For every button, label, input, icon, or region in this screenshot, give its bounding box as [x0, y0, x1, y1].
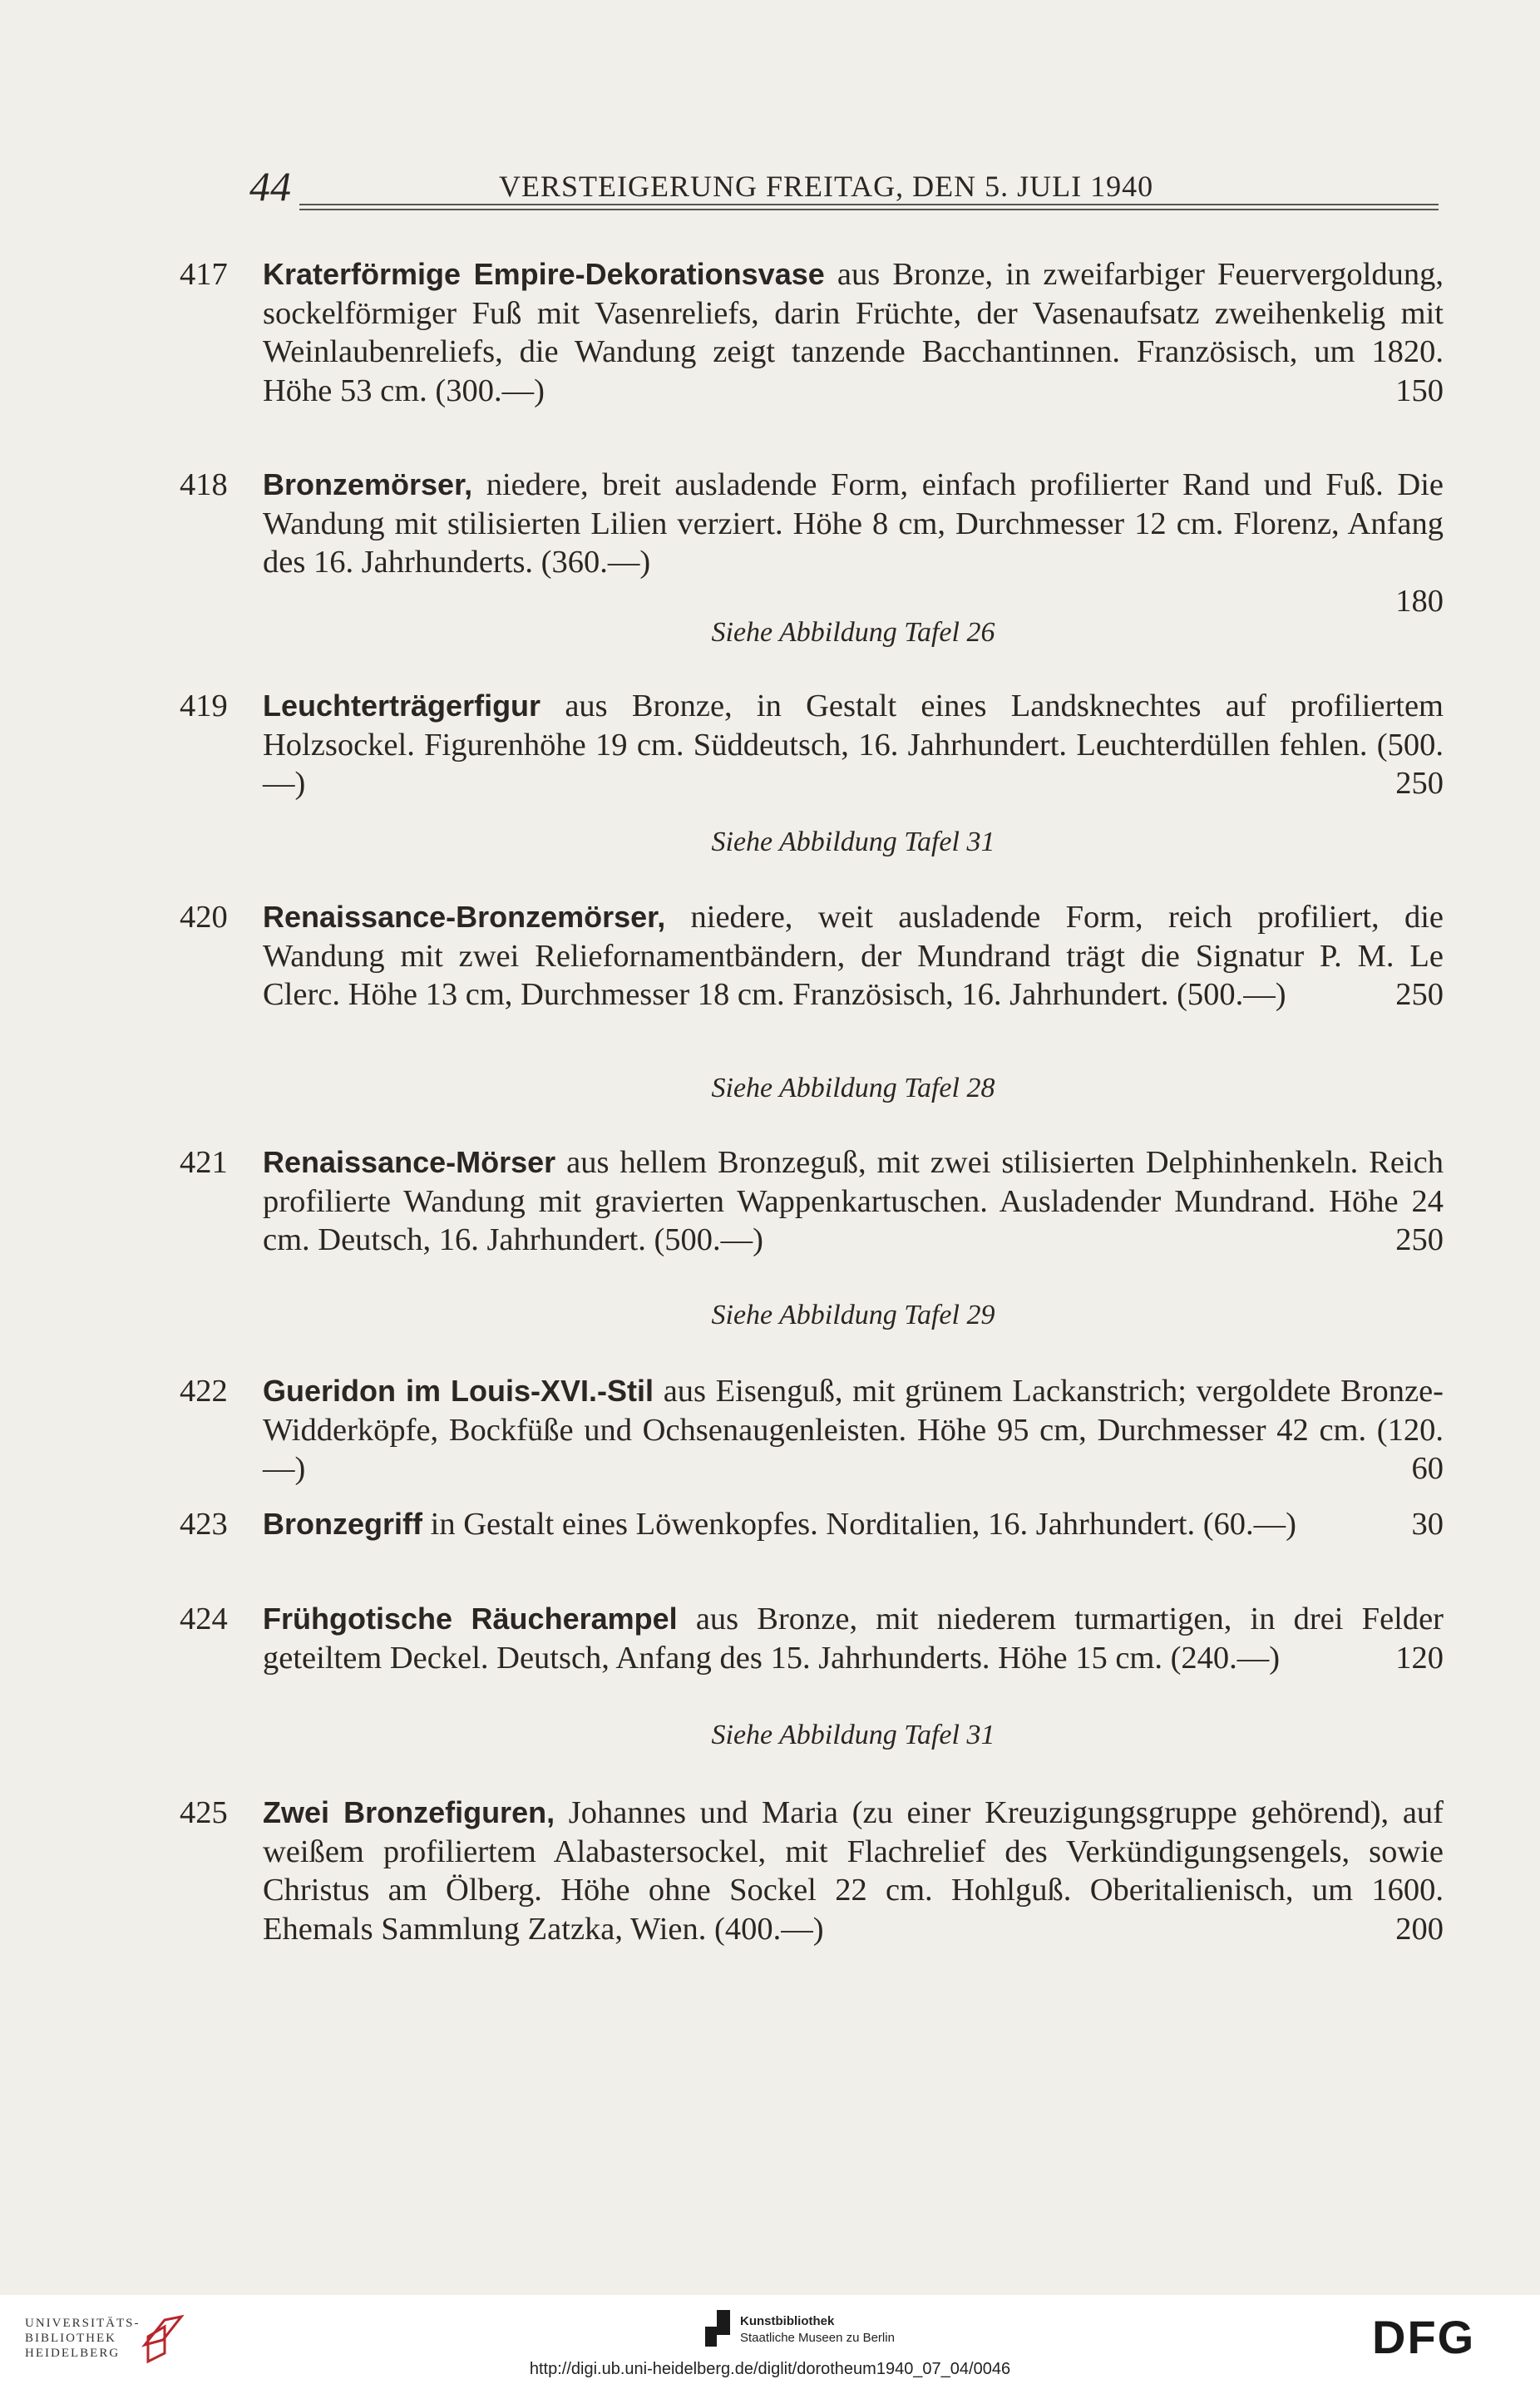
lot-price: 200: [1395, 1911, 1444, 1947]
figure-reference: Siehe Abbildung Tafel 31: [711, 1720, 995, 1750]
lot-description: [263, 1794, 1444, 1948]
lot-entry: [180, 255, 1444, 410]
lot-price: 60: [1411, 1451, 1444, 1486]
kunstbibliothek-label: [740, 2313, 895, 2347]
header-rule: [299, 209, 1439, 210]
lot-entry: [180, 466, 1444, 620]
lot-entry: [180, 1794, 1444, 1948]
lot-number: 421: [180, 1145, 228, 1180]
figure-reference: Siehe Abbildung Tafel 31: [711, 827, 995, 857]
digitization-footer: [0, 2295, 1540, 2384]
lot-title: Zwei Bronzefiguren,: [263, 1795, 555, 1829]
lot-description: [263, 1600, 1444, 1677]
kb-line: Kunstbibliothek: [740, 2314, 835, 2328]
lot-title: Gueridon im Louis-XVI.-Stil: [263, 1374, 654, 1408]
lot-number: 419: [180, 689, 228, 723]
lot-number: 423: [180, 1507, 228, 1542]
lot-price: 30: [1411, 1507, 1444, 1542]
lot-entry: [180, 1505, 1444, 1544]
lot-number: 418: [180, 467, 228, 502]
lot-entry: [180, 687, 1444, 803]
ub-line: HEIDELBERG: [25, 2347, 121, 2360]
lot-entry: [180, 1143, 1444, 1260]
lot-text: aus hellem Bronzeguß, mit zwei stilisierten Delphinhenkeln. Reich profilierte Wandung mit gravierten Wappenkartuschen. Ausladender Mundrand. Höhe 24 cm. Deutsch, 16. Jahrhundert. (500.—): [263, 1145, 1444, 1257]
source-url[interactable]: http://digi.ub.uni-heidelberg.de/diglit/dorotheum1940_07_04/0046: [529, 2360, 1011, 2378]
lot-number: 424: [180, 1602, 228, 1636]
lot-text: aus Eisenguß, mit grünem Lackanstrich; vergoldete Bronze-Widderköpfe, Bockfüße und Ochsenaugenleisten. Höhe 95 cm, Durchmesser 42 cm. (120.—): [263, 1374, 1444, 1486]
lot-description: [263, 898, 1444, 1014]
lot-number: 417: [180, 257, 228, 292]
figure-reference: Siehe Abbildung Tafel 26: [711, 617, 995, 648]
lot-number: 425: [180, 1795, 228, 1830]
lot-title: Kraterförmige Empire-Dekorationsvase: [263, 257, 825, 291]
lot-description: [263, 1505, 1444, 1544]
running-title: VERSTEIGERUNG FREITAG, DEN 5. JULI 1940: [499, 170, 1154, 203]
lot-text: Johannes und Maria (zu einer Kreuzigungsgruppe gehörend), auf weißem profiliertem Alabastersockel, mit Flachrelief des Verkündigungsengels, sowie Christus am Ölberg. Höhe ohne Sockel 22 cm. Hohlguß. Oberitalienisch, um 1600. Ehemals Sammlung Zatzka, Wien. (400.—): [263, 1795, 1444, 1947]
page-number: 44: [249, 163, 291, 210]
lot-price: 120: [1395, 1640, 1444, 1676]
lot-title: Bronzemörser,: [263, 467, 473, 501]
ub-line: UNIVERSITÄTS-: [25, 2317, 141, 2330]
lot-text: niedere, breit ausladende Form, einfach profilierter Rand und Fuß. Die Wandung mit stilisierten Lilien verziert. Höhe 8 cm, Durchmesser 12 cm. Florenz, Anfang des 16. Jahrhunderts. (360.—): [263, 467, 1444, 580]
lot-text: aus Bronze, mit niederem turmartigen, in drei Felder geteiltem Deckel. Deutsch, Anfang des 15. Jahrhunderts. Höhe 15 cm. (240.—): [263, 1602, 1444, 1676]
lot-price: 250: [1395, 766, 1444, 801]
lot-description: [263, 687, 1444, 803]
lot-price: 250: [1395, 977, 1444, 1012]
figure-reference: Siehe Abbildung Tafel 28: [711, 1073, 995, 1103]
lot-title: Leuchterträgerfigur: [263, 689, 541, 723]
ub-heidelberg-label: [25, 2316, 141, 2361]
ub-line: BIBLIOTHEK: [25, 2332, 116, 2345]
lot-text: niedere, weit ausladende Form, reich profiliert, die Wandung mit zwei Reliefornamentbändern, der Mundrand trägt die Signatur P. M. Le Clerc. Höhe 13 cm, Durchmesser 18 cm. Französisch, 16. Jahrhundert. (500.—): [263, 900, 1444, 1012]
lot-entry: [180, 898, 1444, 1014]
lot-text: aus Bronze, in zweifarbiger Feuervergoldung, sockelförmiger Fuß mit Vasenreliefs, darin Früchte, der Vasenaufsatz zweihenkelig mit Weinlaubenreliefs, die Wandung zeigt tanzende Bacchantinnen. Französisch, um 1820. Höhe 53 cm. (300.—): [263, 257, 1444, 408]
lot-number: 420: [180, 900, 228, 935]
kunstbibliothek-logo-icon: [705, 2310, 730, 2347]
lot-entry: [180, 1372, 1444, 1488]
ub-heidelberg-logo-icon: [140, 2312, 186, 2365]
lot-title: Renaissance-Mörser: [263, 1145, 556, 1179]
lot-number: 422: [180, 1374, 228, 1409]
lot-price: 250: [1395, 1222, 1444, 1257]
lot-title: Bronzegriff: [263, 1507, 422, 1541]
lot-entry: [180, 1600, 1444, 1677]
header-rule: [299, 204, 1439, 205]
kb-line: Staatliche Museen zu Berlin: [740, 2331, 895, 2345]
lot-title: Renaissance-Bronzemörser,: [263, 900, 666, 934]
lot-title: Frühgotische Räucherampel: [263, 1602, 678, 1636]
page-header: [249, 162, 1439, 212]
lot-description: [263, 466, 1444, 582]
lot-description: [263, 255, 1444, 410]
lot-description: [263, 1372, 1444, 1488]
figure-reference: Siehe Abbildung Tafel 29: [711, 1300, 995, 1330]
lot-text: in Gestalt eines Löwenkopfes. Norditalien, 16. Jahrhundert. (60.—): [430, 1507, 1297, 1542]
lot-price: 150: [1395, 373, 1444, 408]
lot-price: 180: [1395, 583, 1444, 619]
dfg-logo: DFG: [1372, 2311, 1476, 2363]
lot-text: aus Bronze, in Gestalt eines Landsknechtes auf profiliertem Holzsockel. Figurenhöhe 19 cm. Süddeutsch, 16. Jahrhundert. Leuchterdüllen fehlen. (500.—): [263, 689, 1444, 801]
lot-description: [263, 1143, 1444, 1260]
